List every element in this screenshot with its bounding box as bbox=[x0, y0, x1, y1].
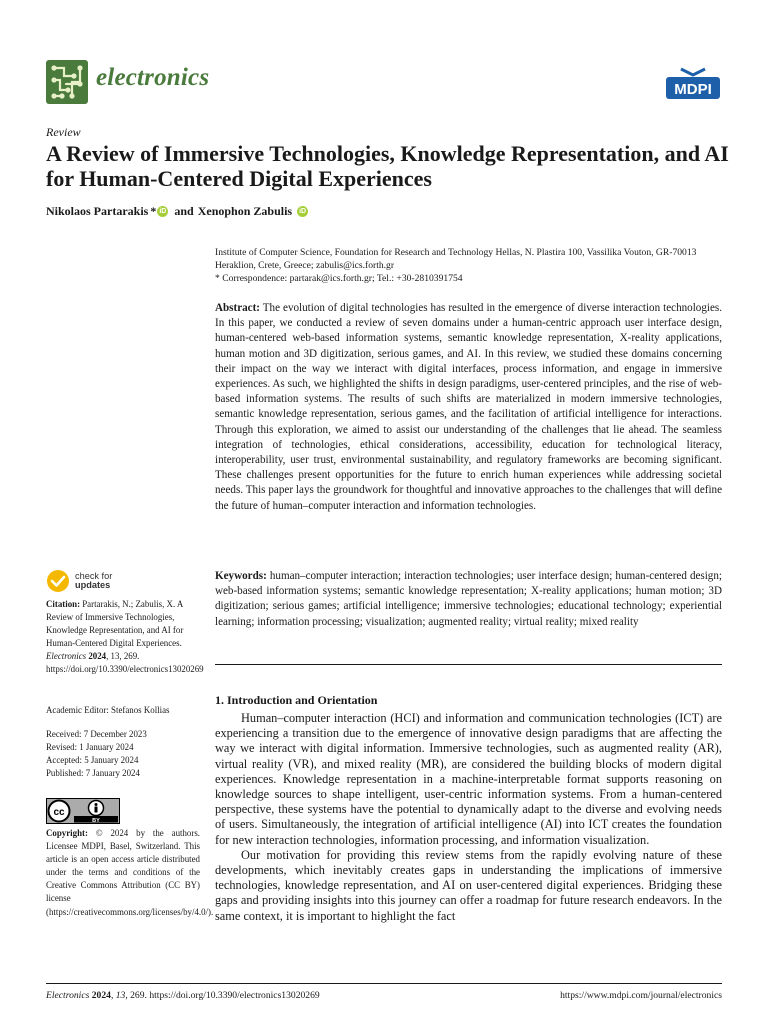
copyright-block bbox=[46, 827, 214, 919]
intro-paragraph: Our motivation for providing this review stems from the rapidly evolving nature of these developments, which inevitably creates gaps in understanding the implications of immersive technologies, knowledge representation, and AI on user-centered digital experiences. Bridging these gaps and providing insights into this journey can offer a roadmap for future research endeavors. In the same context, it is important to highlight the fact bbox=[215, 847, 722, 923]
footer-divider bbox=[46, 983, 722, 984]
correspondence: * Correspondence: partarak@ics.forth.gr; Tel.: +30-2810391754 bbox=[215, 273, 463, 284]
citation-doi[interactable]: , 13, 269. https://doi.org/10.3390/electronics13020269 bbox=[46, 651, 204, 675]
cc-badge-label: BY bbox=[92, 818, 100, 824]
accepted-date: Accepted: 5 January 2024 bbox=[46, 755, 139, 766]
abstract bbox=[215, 301, 722, 514]
received-date: Received: 7 December 2023 bbox=[46, 729, 147, 739]
author-name[interactable]: Nikolaos Partarakis bbox=[46, 204, 149, 218]
academic-editor: Academic Editor: Stefanos Kollias bbox=[46, 705, 170, 715]
abstract-text: The evolution of digital technologies has resulted in the emergence of diverse interaction technologies. In this paper, we conducted a review of seven domains under a human-centric approach user interface design, human-centered web-based information systems, semantic knowledge representation, X-reality applications, human motion and 3D digitization, serious games, and AI. In this review, we studied these domains concerning their impact on the way we interact with digital interfaces, process information, and engage in immersive experiences. As such, we highlighted the shifts in design paradigms, user-centered principles, and the rise of web-based information systems. The results of such shifts are materialized in modern immersive technologies, semantic knowledge representation, serious games, and the facilitation of artificial intelligence for interactions. Through this exploration, we aimed to assist our understanding of the challenges that lie ahead. The seamless integration of technologies, ethical considerations, accessibility, education for technological literacy, interoperability, user trust, environmental sustainability, and regulatory frameworks are becoming significant. These challenges present opportunities for the future to enrich human experiences while addressing societal needs. This paper lays the groundwork for thoughtful and innovative approaches to the challenges that will define the future of human–computer interaction and information technologies. bbox=[215, 302, 722, 512]
author-connector: and bbox=[174, 204, 194, 218]
keywords bbox=[215, 569, 722, 630]
section-divider bbox=[215, 664, 722, 665]
footer-citation: Electronics 2024, 13, 269. https://doi.org/10.3390/electronics13020269 bbox=[46, 990, 320, 1001]
circuit-board-icon bbox=[46, 60, 88, 104]
check-updates-line2: updates bbox=[75, 580, 111, 590]
mdpi-logo bbox=[665, 67, 721, 103]
article-title: A Review of Immersive Technologies, Knowledge Representation, and AI for Human-Centered Digital Experiences bbox=[46, 141, 729, 191]
citation-block bbox=[46, 598, 204, 677]
published-date: Published: 7 January 2024 bbox=[46, 768, 140, 779]
orcid-icon[interactable]: iD bbox=[299, 208, 307, 215]
orcid-icon[interactable]: iD bbox=[159, 208, 167, 215]
copyright-text: © 2024 by the authors. Licensee MDPI, Basel, Switzerland. This article is an open access article distributed under the terms and conditions of the Creative Commons Attribution (CC BY) license (https://creativecommons.org/licenses/by/4.0/). bbox=[46, 828, 214, 917]
intro-paragraph: Human–computer interaction (HCI) and information and communication technologies (ICT) are experiencing a transition due to the emergence of innovative design paradigms that are affecting the way we interact with digital information. Immersive technologies, such as augmented reality (AR), virtual reality (VR), and mixed reality (MR), are considered the building blocks of modern digital experiences. Knowledge representation in a machine-interpretable format supports reasoning on knowledge sources to shape intelligent, user-centric information systems. From a human-centered perspective, these systems have the potential to dynamically adapt to the diverse and evolving needs of users. Simultaneously, the integration of artificial intelligence (AI) into ICT creates the foundation for new interaction technologies, information processing, and information visualization. bbox=[215, 711, 722, 847]
author-list bbox=[46, 204, 312, 219]
citation-label: Citation: bbox=[46, 599, 81, 609]
cc-by-license-icon[interactable] bbox=[46, 798, 120, 824]
revised-date: Revised: 1 January 2024 bbox=[46, 742, 134, 753]
citation-text: Partarakis, N.; Zabulis, X. A Review of Immersive Technologies, Knowledge Representation, and AI for Human-Centered Digital Experiences. bbox=[46, 599, 184, 649]
abstract-label: Abstract: bbox=[215, 302, 260, 314]
intro-body bbox=[215, 711, 722, 924]
copyright-label: Copyright: bbox=[46, 828, 88, 838]
corresponding-mark: * bbox=[150, 204, 157, 218]
check-updates-line1: check for bbox=[75, 570, 113, 581]
dates-block bbox=[46, 728, 200, 780]
footer-doi[interactable]: , 269. https://doi.org/10.3390/electronics13020269 bbox=[125, 990, 320, 1001]
journal-name: electronics bbox=[96, 64, 210, 91]
keywords-text: human–computer interaction; interaction technologies; user interface design; human-centered design; web-based information systems; semantic knowledge representation; X-reality applications; human motion; 3D digitization; serious games; artificial intelligence; immersive technologies; educational technology; experiential learning; information processing; visualization; augmented reality; virtual reality; mixed reality bbox=[215, 570, 722, 628]
footer-journal-url[interactable]: https://www.mdpi.com/journal/electronics bbox=[560, 990, 722, 1001]
affiliation: Institute of Computer Science, Foundation for Research and Technology Hellas, N. Plastira 100, Vassilika Vouton, GR-70013 Heraklion, Crete, Greece; zabulis@ics.forth.gr bbox=[215, 247, 697, 271]
check-for-updates-button[interactable] bbox=[46, 568, 166, 594]
citation-journal: Electronics bbox=[46, 651, 87, 662]
mdpi-logo-text: MDPI bbox=[674, 81, 712, 98]
svg-text:cc: cc bbox=[53, 807, 65, 818]
footer-volume: 13 bbox=[115, 990, 126, 1001]
footer-year: 2024 bbox=[91, 990, 111, 1001]
keywords-label: Keywords: bbox=[215, 570, 267, 582]
section-heading: 1. Introduction and Orientation bbox=[215, 693, 378, 707]
check-for-updates-icon bbox=[46, 569, 70, 593]
citation-year: 2024 bbox=[88, 651, 107, 662]
article-type: Review bbox=[46, 125, 81, 139]
author-name[interactable]: Xenophon Zabulis bbox=[197, 204, 293, 218]
footer-journal: Electronics bbox=[46, 990, 90, 1001]
